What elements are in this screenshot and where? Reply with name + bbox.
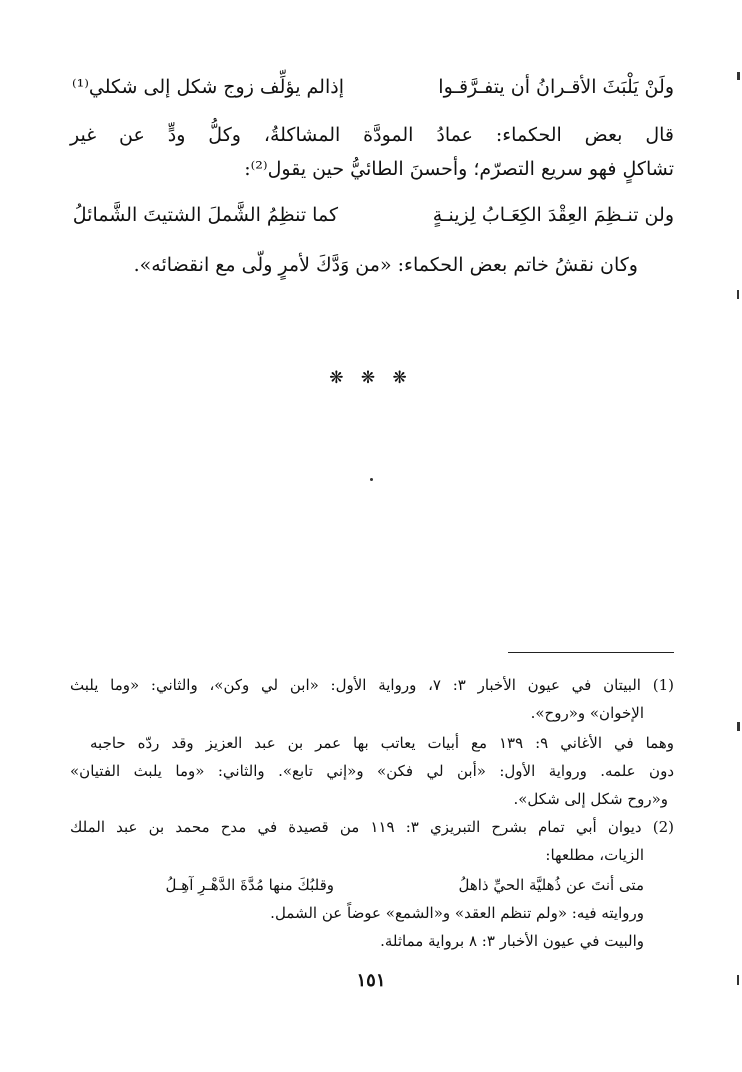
footnote1-line2: الإخوان» و«روح». <box>530 704 644 722</box>
scan-mark <box>737 722 740 731</box>
verse1-hemistich-right: ولَنْ يَلْبَثَ الأقـرانُ أن يتفـرَّقـوا <box>438 76 674 98</box>
para2-line: وكان نقشُ خاتم بعض الحكماء: «من وَدَّكَ لأمرٍ ولّى مع انقضائه». <box>133 254 638 276</box>
page-number: ١٥١ <box>356 970 386 991</box>
footnote2-verse-right: متى أنتَ عن ذُهليَّة الحيِّ ذاهلُ <box>458 876 644 894</box>
footnote2-line3: وروايته فيه: «ولم تنظم العقد» و«الشمع» عوضاً عن الشمل. <box>270 904 644 922</box>
footnote2-line1: (2) ديوان أبي تمام بشرح التبريزي ٣: ١١٩ من قصيدة في مدح محمد بن عبد الملك <box>70 818 674 836</box>
footnote1-line1: (1) البيتان في عيون الأخبار ٣: ٧، ورواية الأول: «ابن لي وكن»، والثاني: «وما يلبث <box>70 676 674 694</box>
footnote-rule <box>508 652 674 653</box>
para1-line2: تشاكلٍ فهو سريع التصرّم؛ وأحسنَ الطائيُّ حين يقول⁽²⁾: <box>244 158 674 180</box>
footnote2-line2: الزيات، مطلعها: <box>545 846 644 864</box>
scan-mark <box>737 290 739 299</box>
verse2-hemistich-left: كما تنظِمُ الشَّملَ الشتيتَ الشَّمائلُ <box>72 204 338 226</box>
verse2-hemistich-right: ولن تنـظِمَ العِقْدَ الكِعَـابُ لِزينـةٍ <box>432 204 674 226</box>
footnote2-line4: والبيت في عيون الأخبار ٣: ٨ برواية مماثلة. <box>380 932 644 950</box>
stray-dot <box>370 478 373 481</box>
section-separator: ❋ ❋ ❋ <box>329 368 413 388</box>
footnote2-verse-left: وقلبُكَ منها مُدَّةَ الدَّهْـرِ آهِـلُ <box>165 876 334 894</box>
para1-line1: قال بعض الحكماء: عمادُ المودَّة المشاكلةُ، وكلُّ ودٍّ عن غير <box>70 124 674 146</box>
footnote1-line3: وهما في الأغاني ٩: ١٣٩ مع أبيات يعاتب بها عمر بن عبد العزيز وقد ردّه حاجبه <box>90 734 674 752</box>
footnote1-line4: دون علمه. ورواية الأول: «أبن لي فكن» و«إني تابع». والثاني: «وما يلبث الفتيان» <box>70 762 674 780</box>
scan-mark <box>737 72 740 80</box>
verse1-hemistich-left: إذالم يؤلِّف زوج شكل إلى شكلي⁽¹⁾ <box>71 76 344 98</box>
scan-mark <box>737 975 739 985</box>
footnote1-line5: و«روح شكل إلى شكل». <box>513 790 668 808</box>
